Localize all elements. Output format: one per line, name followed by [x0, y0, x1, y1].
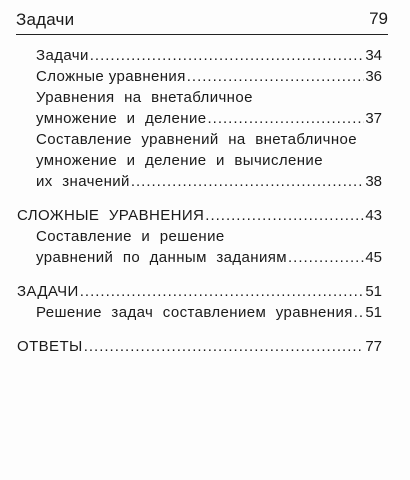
toc-entry-title: умножение и деление: [36, 110, 207, 127]
toc-leader-dots: [187, 67, 365, 87]
toc-section-page: 77: [365, 338, 382, 355]
toc-entry[interactable]: [36, 67, 382, 87]
toc-entry-title: их значений: [36, 173, 130, 190]
toc-section-page: 51: [365, 283, 382, 300]
toc-leader-dots: [80, 282, 365, 302]
toc-entry[interactable]: [36, 303, 382, 323]
toc-leader-dots: [205, 206, 364, 226]
toc-entry-title-line: умножение и деление и вычисление: [36, 152, 323, 169]
toc-entry-title: Решение задач составлением уравнения: [36, 304, 353, 321]
toc-entry-title: Сложные уравнения: [36, 68, 186, 85]
header-title: Задачи: [16, 10, 75, 29]
toc-leader-dots: [90, 46, 365, 66]
toc-entry-title-line: Составление уравнений на внетабличное: [36, 131, 357, 148]
toc-entry[interactable]: [36, 248, 382, 268]
toc-leader-dots: [354, 303, 365, 323]
toc-section[interactable]: [17, 206, 382, 226]
toc-leader-dots: [131, 172, 364, 192]
toc-entry-title-line: Уравнения на внетабличное: [36, 89, 253, 106]
toc-entry[interactable]: [36, 172, 382, 192]
toc-entry-title: уравнений по данным заданиям: [36, 249, 287, 266]
toc-section[interactable]: [17, 282, 382, 302]
toc-entry-page: 45: [365, 249, 382, 266]
toc-entry-title-line: Составление и решение: [36, 228, 225, 245]
toc-entry-page: 51: [365, 304, 382, 321]
toc-entry-page: 38: [365, 173, 382, 190]
toc-section-title: СЛОЖНЫЕ УРАВНЕНИЯ: [17, 207, 205, 224]
toc-entry[interactable]: [36, 109, 382, 129]
toc-leader-dots: [84, 337, 365, 357]
toc-entry-page: 36: [365, 68, 382, 85]
toc-entry-title: Задачи: [36, 47, 89, 64]
toc-section-title: ЗАДАЧИ: [17, 283, 79, 300]
running-header: [16, 6, 388, 35]
toc-entry[interactable]: [36, 46, 382, 66]
toc-entry-page: 34: [365, 47, 382, 64]
toc-leader-dots: [288, 248, 364, 268]
toc-leader-dots: [208, 109, 365, 129]
toc-section[interactable]: [17, 337, 382, 357]
toc-section-page: 43: [365, 207, 382, 224]
header-page-number: 79: [369, 9, 388, 28]
toc-entry-page: 37: [365, 110, 382, 127]
toc-section-title: ОТВЕТЫ: [17, 338, 83, 355]
